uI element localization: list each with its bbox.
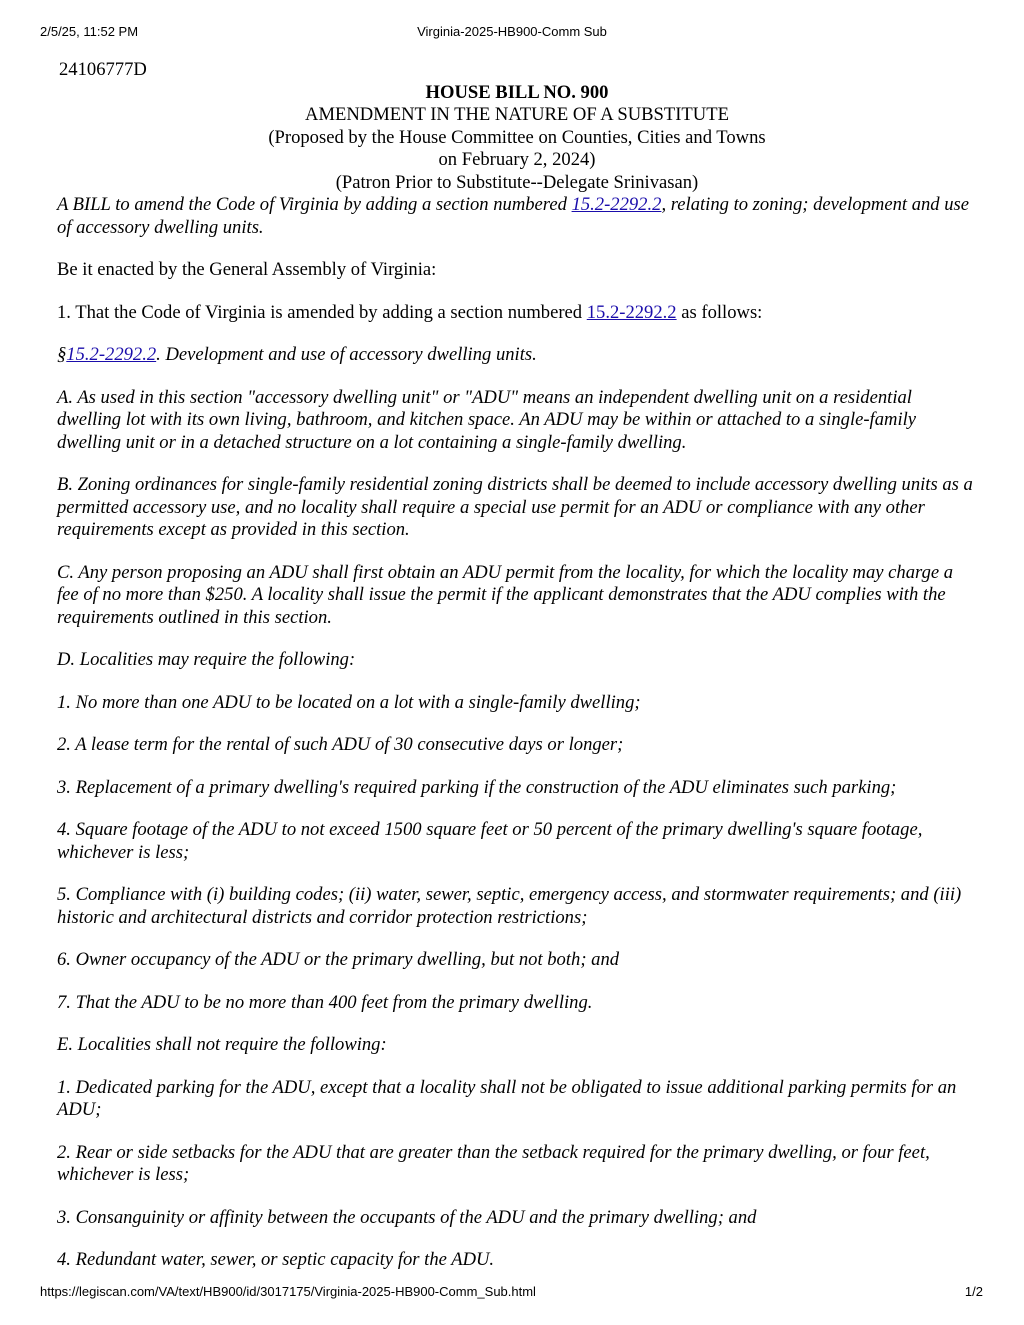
bill-document — [57, 59, 977, 1272]
paragraph-d: D. Localities may require the following: — [57, 649, 356, 670]
bill-number: HOUSE BILL NO. 900 — [425, 81, 609, 103]
list-item: 5. Compliance with (i) building codes; (ii) water, sewer, septic, emergency access, and stormwater requirements; and (iii) historic and architectural districts and corridor protection restrictions; — [57, 884, 962, 928]
bill-intro — [57, 194, 977, 239]
proposed-by-line-2: on February 2, 2024) — [438, 149, 596, 170]
paragraph-e: E. Localities shall not require the following: — [57, 1034, 387, 1055]
list-item: 1. No more than one ADU to be located on a lot with a single-family dwelling; — [57, 691, 641, 713]
paragraph-b: B. Zoning ordinances for single-family residential zoning districts shall be deemed to include accessory dwelling units as a permitted accessory use, and no locality shall require a special use permit for an ADU or compliance with any other requirements except as provided in this section. — [57, 474, 973, 540]
list-item: 4. Redundant water, sewer, or septic capacity for the ADU. — [57, 1249, 495, 1270]
print-title: Virginia-2025-HB900-Comm Sub — [417, 24, 607, 39]
page-number: 1/2 — [964, 1284, 983, 1299]
list-item: 7. That the ADU to be no more than 400 feet from the primary dwelling. — [57, 991, 593, 1013]
paragraph-c: C. Any person proposing an ADU shall first obtain an ADU permit from the locality, for which the locality may charge a fee of no more than $250. A locality shall issue the permit if the applicant demonstrates that the ADU complies with the requirements outlined in this section. — [57, 561, 954, 628]
section-1-pre: 1. That the Code of Virginia is amended by adding a section numbered — [57, 301, 587, 323]
list-item: 4. Square footage of the ADU to not exceed 1500 square feet or 50 percent of the primary dwelling's square footage, whichever is less; — [57, 819, 923, 863]
patron-line: (Patron Prior to Substitute--Delegate Srinivasan) — [335, 171, 699, 193]
list-item: 2. Rear or side setbacks for the ADU that are greater than the setback required for the primary dwelling, or four feet, whichever is less; — [57, 1141, 930, 1185]
enacting-clause: Be it enacted by the General Assembly of Virginia: — [57, 259, 437, 280]
bill-intro-text-end: , relating to zoning; development and use of accessory dwelling units. — [57, 194, 970, 238]
print-footer — [0, 1284, 1024, 1304]
section-symbol: § — [57, 344, 67, 365]
section-1-text — [57, 302, 977, 325]
proposed-by-line-1: (Proposed by the House Committee on Counties, Cities and Towns — [268, 126, 766, 148]
paragraph-a: A. As used in this section "accessory dwelling unit" or "ADU" means an independent dwelling unit on a residential dwelling lot with its own living, bathroom, and kitchen space. An ADU may be within or attached to a single-family dwelling unit or in a detached structure on a lot containing a single-family dwelling. — [57, 386, 917, 453]
title-block — [57, 82, 977, 195]
code-section-link[interactable]: 15.2-2292.2 — [66, 344, 157, 365]
code-section-link[interactable]: 15.2-2292.2 — [571, 194, 662, 215]
section-1-post: as follows: — [676, 301, 763, 323]
amendment-title: AMENDMENT IN THE NATURE OF A SUBSTITUTE — [305, 104, 729, 125]
list-item: 1. Dedicated parking for the ADU, except that a locality shall not be obligated to issue additional parking permits for an ADU; — [57, 1076, 957, 1120]
code-section-link[interactable]: 15.2-2292.2 — [586, 301, 677, 323]
list-item: 6. Owner occupancy of the ADU or the primary dwelling, but not both; and — [57, 949, 620, 970]
section-title: . Development and use of accessory dwelling units. — [156, 344, 537, 365]
list-item: 3. Consanguinity or affinity between the occupants of the ADU and the primary dwelling; and — [57, 1206, 757, 1228]
print-datetime: 2/5/25, 11:52 PM — [40, 24, 139, 39]
print-header — [0, 24, 1024, 44]
print-url: https://legiscan.com/VA/text/HB900/id/3017175/Virginia-2025-HB900-Comm_Sub.html — [40, 1284, 536, 1299]
list-item: 2. A lease term for the rental of such ADU of 30 consecutive days or longer; — [57, 734, 624, 755]
section-heading — [57, 344, 977, 367]
bill-intro-text: A BILL to amend the Code of Virginia by adding a section numbered — [57, 194, 572, 215]
list-item: 3. Replacement of a primary dwelling's required parking if the construction of the ADU eliminates such parking; — [57, 776, 897, 798]
document-id: 24106777D — [59, 59, 147, 80]
